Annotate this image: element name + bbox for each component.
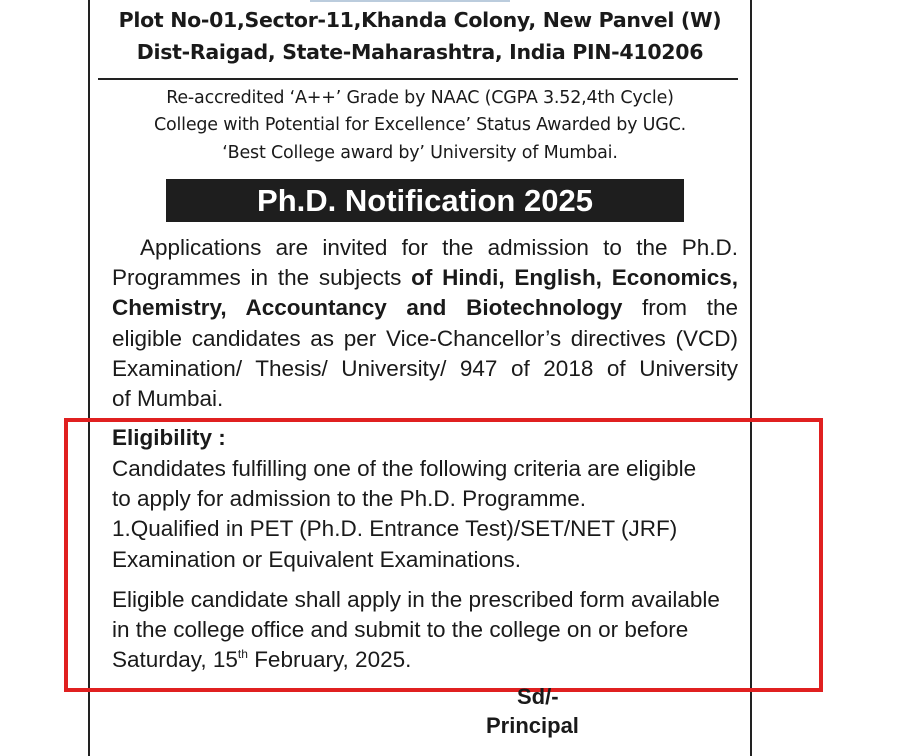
top-divider xyxy=(310,0,510,2)
intro-line-3: Chemistry, Accountancy and Biotechnology from the xyxy=(112,295,738,321)
notification-title: Ph.D. Notification 2025 xyxy=(166,179,684,222)
eligibility-line-5: Eligible candidate shall apply in the prescribed form available xyxy=(112,587,720,612)
address-line-1: Plot No-01,Sector-11,Khanda Colony, New Panvel (W) xyxy=(118,8,722,32)
header-divider xyxy=(98,78,738,80)
accreditation-line-2: College with Potential for Excellence’ Status Awarded by UGC. xyxy=(153,115,687,135)
eligibility-line-3: 1.Qualified in PET (Ph.D. Entrance Test)/SET/NET (JRF) xyxy=(112,516,678,541)
eligibility-highlight-box xyxy=(64,418,823,692)
eligibility-line-1: Candidates fulfilling one of the following criteria are eligible xyxy=(112,456,697,481)
intro-line-2: Programmes in the subjects of Hindi, English, Economics, xyxy=(112,265,738,291)
signature-principal: Principal xyxy=(486,713,579,738)
accreditation-line-1: Re-accredited ‘A++’ Grade by NAAC (CGPA 3.52,4th Cycle) xyxy=(166,88,674,108)
address-line-2: Dist-Raigad, State-Maharashtra, India PIN-410206 xyxy=(136,40,704,64)
accreditation-line-3: ‘Best College award by’ University of Mumbai. xyxy=(222,143,618,163)
eligibility-line-2: to apply for admission to the Ph.D. Programme. xyxy=(112,486,586,511)
signature-sd: Sd/- xyxy=(517,684,559,709)
eligibility-line-6: in the college office and submit to the college on or before xyxy=(112,617,689,642)
eligibility-line-4: Examination or Equivalent Examinations. xyxy=(112,547,521,572)
intro-line-6: of Mumbai. xyxy=(112,386,224,412)
intro-line-5: Examination/ Thesis/ University/ 947 of 2018 of University xyxy=(112,355,738,381)
intro-paragraph xyxy=(112,233,738,414)
intro-line-1: Applications are invited for the admission to the Ph.D. xyxy=(140,235,738,260)
eligibility-line-7: Saturday, 15th February, 2025. xyxy=(112,647,412,672)
eligibility-heading: Eligibility : xyxy=(112,425,226,450)
intro-line-4: eligible candidates as per Vice-Chancellor’s directives (VCD) xyxy=(112,325,738,351)
